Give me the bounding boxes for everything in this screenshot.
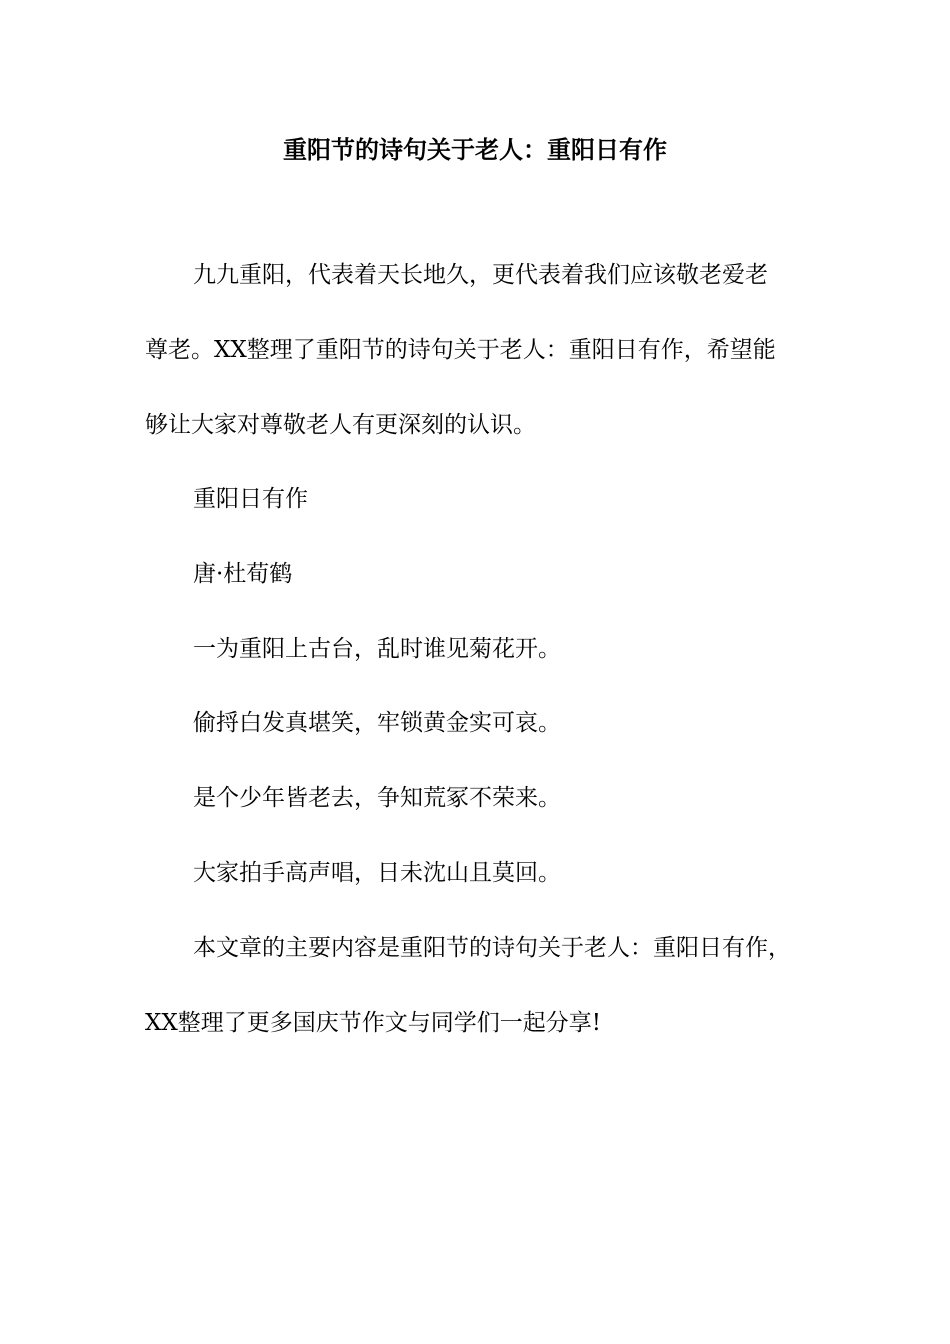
poem-title: 重阳日有作 bbox=[193, 486, 308, 512]
poem-line-4: 大家拍手高声唱，日未沈山且莫回。 bbox=[193, 860, 561, 886]
intro-line-2: 尊老。XX整理了重阳节的诗句关于老人：重阳日有作，希望能 bbox=[145, 337, 776, 363]
poem-line-2: 偷捋白发真堪笑，牢锁黄金实可哀。 bbox=[193, 710, 561, 736]
intro-line-1: 九九重阳，代表着天长地久，更代表着我们应该敬老爱老 bbox=[193, 262, 768, 288]
document-title: 重阳节的诗句关于老人：重阳日有作 bbox=[283, 135, 667, 164]
poem-line-3: 是个少年皆老去，争知荒冢不荣来。 bbox=[193, 785, 561, 811]
intro-line-3: 够让大家对尊敬老人有更深刻的认识。 bbox=[145, 412, 536, 438]
closing-line-1: 本文章的主要内容是重阳节的诗句关于老人：重阳日有作， bbox=[193, 935, 791, 961]
poem-line-1: 一为重阳上古台，乱时谁见菊花开。 bbox=[193, 636, 561, 662]
poem-author: 唐·杜荀鹤 bbox=[193, 561, 293, 587]
closing-line-2: XX整理了更多国庆节作文与同学们一起分享! bbox=[145, 1010, 601, 1036]
